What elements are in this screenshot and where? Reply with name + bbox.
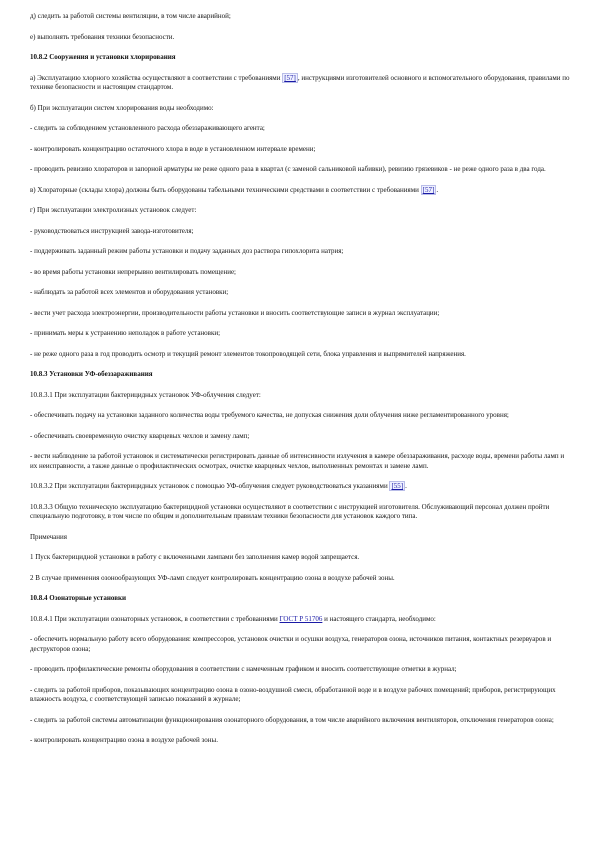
paragraph	[30, 665, 570, 675]
paragraph-text: в) Хлораторные (склады хлора) должны быть оборудованы табельными техническими средствами в соответствии с требованиями	[30, 185, 419, 194]
paragraph-text: - руководствоваться инструкцией завода-изготовителя;	[30, 226, 194, 235]
paragraph-text: - проводить ревизию хлораторов и запорной арматуры не реже одного раза в квартал (с заменой сальниковой набивки), ревизию грязевиков - не реже одного раза в два года.	[30, 165, 546, 173]
paragraph	[30, 686, 570, 705]
paragraph	[30, 309, 570, 319]
paragraph-text: б) При эксплуатации систем хлорирования воды необходимо:	[30, 103, 214, 112]
paragraph	[30, 124, 570, 134]
reference-link[interactable]: [57]	[284, 73, 296, 82]
paragraph	[30, 74, 570, 93]
section-heading	[30, 53, 570, 63]
paragraph-text: г) При эксплуатации электролизных установок следует:	[30, 206, 197, 214]
paragraph-text-after: , инструкциями изготовителей основного и вспомогательного оборудования, правилами по технике безопасности и настоящим стандартом.	[30, 73, 570, 91]
paragraph-text: а) Эксплуатацию хлорного хозяйства осуществляют в соответствии с требованиями	[30, 73, 281, 82]
section-heading	[30, 370, 570, 380]
paragraph-text: - не реже одного раза в год проводить осмотр и текущий ремонт элементов токопроводящей сети, блока управления и выпрямителей напряжения.	[30, 349, 466, 358]
paragraph-text: 10.8.3 Установки УФ-обеззараживания	[30, 370, 153, 378]
paragraph-text: - обеспечивать своевременную очистку кварцевых чехлов и замену ламп;	[30, 431, 250, 440]
paragraph-text: д) следить за работой системы вентиляции, в том числе аварийной;	[30, 12, 231, 20]
paragraph	[30, 411, 570, 421]
reference-link[interactable]: [57]	[422, 185, 435, 194]
paragraph	[30, 736, 570, 746]
paragraph-text: 10.8.3.2 При эксплуатации бактерицидных установок с помощью УФ-облучения следует руководствоваться указаниями	[30, 482, 388, 490]
document-page	[30, 12, 570, 757]
paragraph-text: 10.8.4.1 При эксплуатации озонаторных установок, в соответствии с требованиями	[30, 614, 278, 623]
reference-link[interactable]: [55]	[391, 482, 404, 490]
paragraph	[30, 503, 570, 522]
paragraph-text: 10.8.3.1 При эксплуатации бактерицидных установок УФ-облучения следует:	[30, 390, 261, 399]
paragraph-text: - вести учет расхода электроэнергии, производительности работы установки и вносить соответствующие записи в журнал эксплуатации;	[30, 308, 440, 317]
paragraph	[30, 268, 570, 278]
paragraph	[30, 553, 570, 563]
paragraph-text: - следить за работой системы автоматизации функционирования озонаторного оборудования, в том числе аварийного включения вентиляторов, отключения генераторов озона;	[30, 715, 554, 724]
paragraph	[30, 635, 570, 654]
paragraph	[30, 227, 570, 237]
paragraph-text: 2 В случае применения озонообразующих УФ-ламп следует контролировать концентрацию озона в воздухе рабочей зоны.	[30, 573, 395, 582]
paragraph-text: - проводить профилактические ремонты оборудования в соответствии с намеченным графиком и вносить соответствующие отметки в журнал;	[30, 665, 457, 673]
paragraph	[30, 432, 570, 442]
paragraph	[30, 104, 570, 114]
section-heading	[30, 594, 570, 604]
paragraph-text: - поддерживать заданный режим работы установки и подачу заданных доз раствора гипохлорита натрия;	[30, 247, 344, 255]
paragraph-text: 10.8.3.3 Общую техническую эксплуатацию бактерицидной установки осуществляют в соответствии с инструкцией изготовителя. Обслуживающий персонал должен пройти специальную подготовку, в том числе по общим и дополнительным правилам техники безопасности для установок каждого типа.	[30, 502, 550, 520]
paragraph-text-after: и настоящего стандарта, необходимо:	[322, 614, 436, 623]
paragraph-text: е) выполнять требования техники безопасности.	[30, 32, 175, 41]
paragraph	[30, 329, 570, 339]
paragraph-text: - вести наблюдение за работой установок и систематически регистрировать данные об интенсивности излучения в камере обеззараживания, расходе воды, времени работы ламп и их неисправности, а также данные о профилактических осмотрах, очистке кварцевых чехлов, выполненных ремонтах и замене ламп.	[30, 452, 565, 470]
paragraph	[30, 533, 570, 543]
paragraph	[30, 615, 570, 625]
paragraph	[30, 165, 570, 175]
paragraph	[30, 206, 570, 216]
paragraph-text: - контролировать концентрацию озона в воздухе рабочей зоны.	[30, 736, 218, 744]
paragraph	[30, 452, 570, 471]
paragraph-text: 10.8.4 Озонаторные установки	[30, 594, 127, 602]
paragraph-text: 1 Пуск бактерицидной установки в работу с включенными лампами без заполнения камер водой запрещается.	[30, 553, 360, 561]
standard-link[interactable]: ГОСТ Р 51706	[279, 614, 323, 623]
paragraph-text: - контролировать концентрацию остаточного хлора в воде в установленном интервале времени;	[30, 144, 316, 153]
paragraph-text: - во время работы установки непрерывно вентилировать помещение;	[30, 267, 236, 276]
paragraph	[30, 574, 570, 584]
paragraph	[30, 482, 570, 492]
paragraph	[30, 33, 570, 43]
paragraph	[30, 716, 570, 726]
paragraph	[30, 247, 570, 257]
paragraph-text: 10.8.2 Сооружения и установки хлорирования	[30, 53, 176, 61]
paragraph-text-after: .	[405, 482, 407, 490]
paragraph-text-after: .	[436, 185, 439, 194]
paragraph-text: - обеспечивать подачу на установки заданного количества воды требуемого качества, не допуская снижения доли облучения ниже регламентированного уровня;	[30, 411, 509, 419]
paragraph	[30, 12, 570, 22]
paragraph-text: - следить за соблюдением установленного расхода обеззараживающего агента;	[30, 124, 265, 132]
paragraph-text: - следить за работой приборов, показывающих концентрацию озона в озоно-воздушной смеси, обработанной воде и в воздухе рабочих помещений; приборов, регистрирующих влажность воздуха, с соответствующей записью показаний в журнале;	[30, 685, 556, 703]
paragraph-text: Примечания	[30, 532, 68, 541]
paragraph	[30, 145, 570, 155]
paragraph-text: - наблюдать за работой всех элементов и оборудования установки;	[30, 288, 229, 296]
paragraph	[30, 391, 570, 401]
paragraph-text: - обеспечить нормальную работу всего оборудования: компрессоров, установок очистки и осушки воздуха, генераторов озона, источников питания, контактных резервуаров и деструкторов озона;	[30, 635, 552, 653]
paragraph-text: - принимать меры к устранению неполадок в работе установки;	[30, 329, 221, 337]
paragraph	[30, 288, 570, 298]
paragraph	[30, 350, 570, 360]
paragraph	[30, 186, 570, 196]
